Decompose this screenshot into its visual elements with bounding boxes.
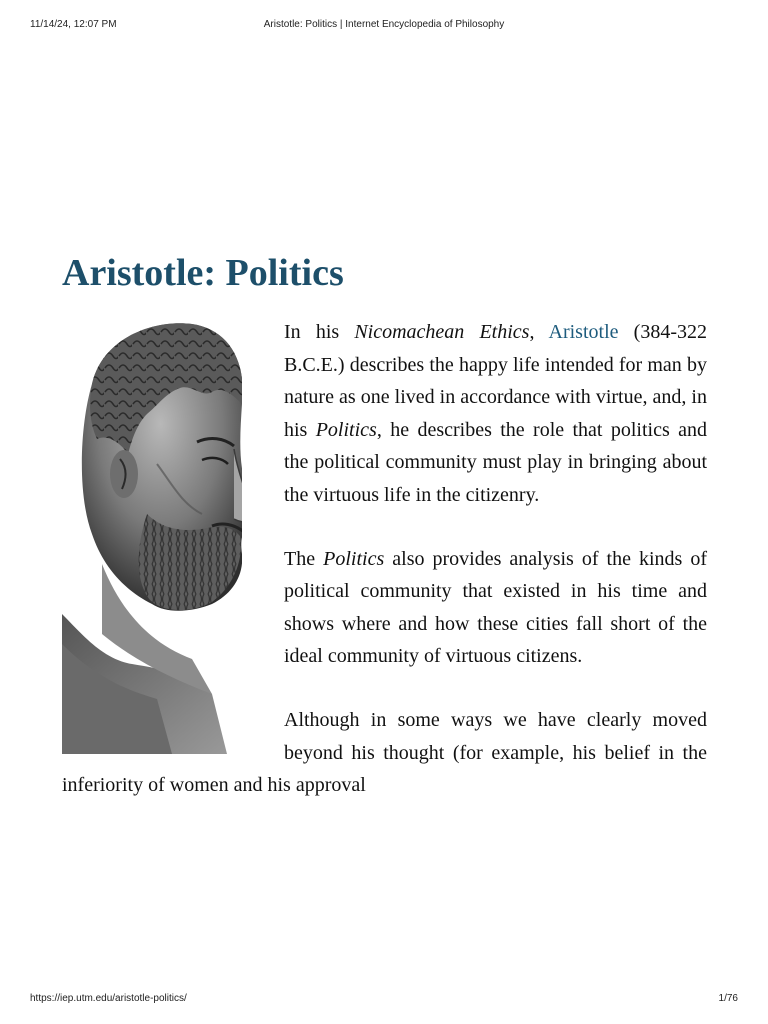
article-title: Aristotle: Politics xyxy=(62,252,344,294)
print-url: https://iep.utm.edu/aristotle-politics/ xyxy=(30,993,187,1004)
page-count: 1/76 xyxy=(718,993,738,1004)
p1-text-1: In his xyxy=(284,321,355,343)
p2-text-2: also provides analysis of the kinds of political community that existed in his time and shows where and how these cities fall short of the ideal community of virtuous citizens. xyxy=(284,547,708,668)
p1-text-3: (384-322 B.C.E.) describes the happy life intended for man by nature as one lived in accordance with virtue, and, in his xyxy=(284,321,707,441)
print-footer xyxy=(30,993,738,1007)
print-page-title: Aristotle: Politics | Internet Encyclopedia of Philosophy xyxy=(263,19,505,30)
p1-text-4: , he describes the role that politics and the political community must play in bringing about the virtuous life in the citizenry. xyxy=(284,418,707,506)
aristotle-bust-image xyxy=(62,314,242,754)
p1-nicomachean-ethics: Nicomachean Ethics xyxy=(354,321,530,343)
article xyxy=(62,250,707,833)
article-body xyxy=(62,296,707,802)
print-date: 11/14/24, 12:07 PM xyxy=(30,19,117,30)
p1-politics: Politics xyxy=(315,418,377,441)
p3-text-1: Although in some ways we have clearly moved beyond his thought (for example, his belief in the inferiority of women and his approval xyxy=(62,708,707,797)
p1-text-2: , xyxy=(529,321,549,343)
p2-politics: Politics xyxy=(323,547,385,570)
p2-text-1: The xyxy=(284,547,324,570)
aristotle-link[interactable]: Aristotle xyxy=(548,321,619,343)
print-header xyxy=(30,19,738,33)
